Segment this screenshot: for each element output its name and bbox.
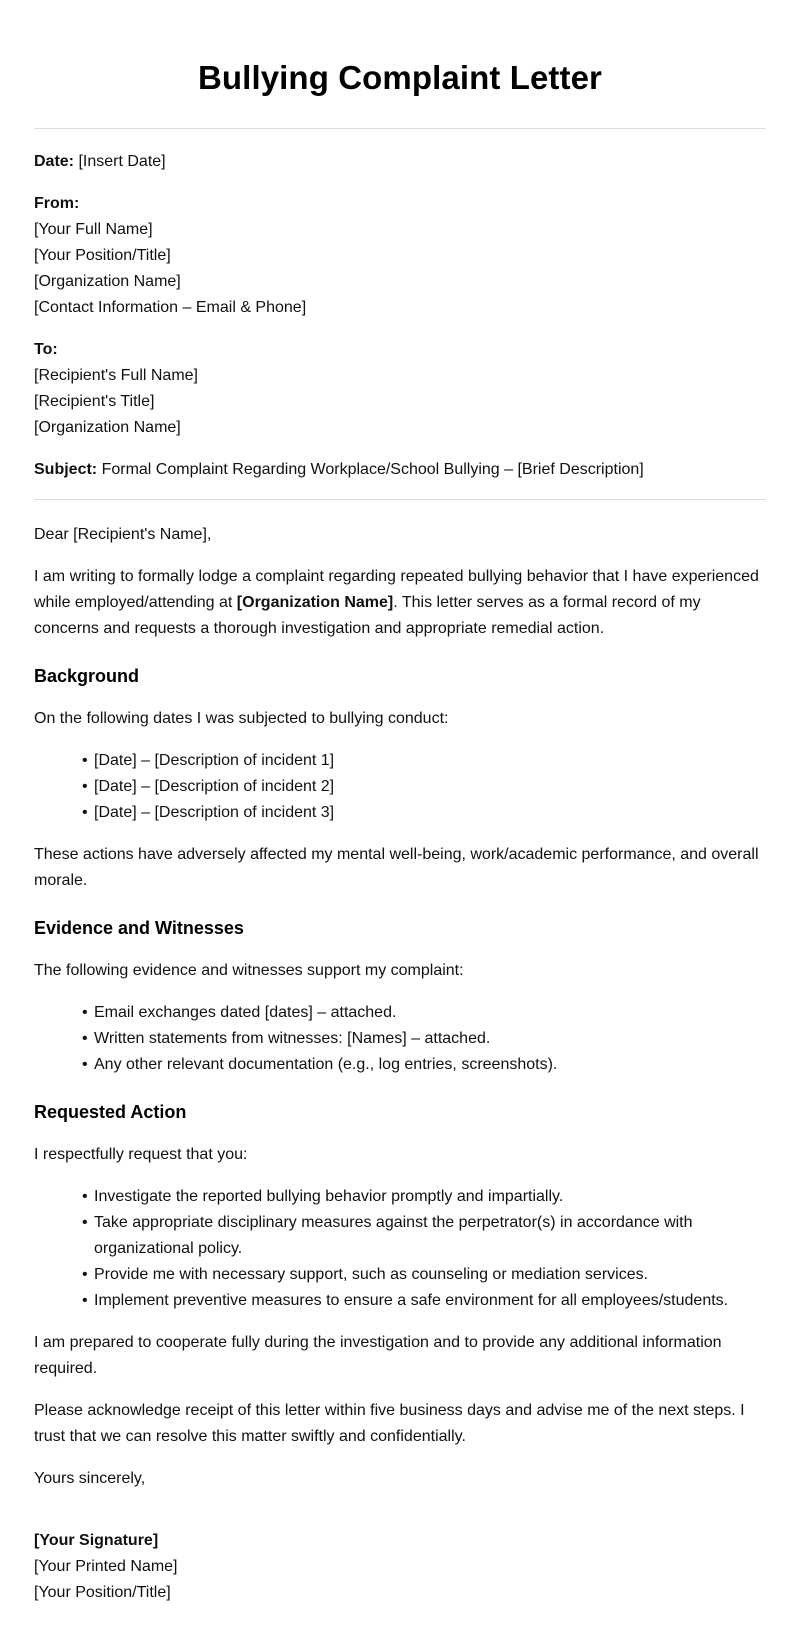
impact-paragraph: These actions have adversely affected my mental well-being, work/academic performance, and overall morale.	[34, 846, 759, 889]
date-line	[34, 149, 766, 175]
list-item	[82, 1288, 766, 1314]
list-item-text: Written statements from witnesses: [Names] – attached.	[94, 1030, 491, 1047]
background-heading: Background	[34, 666, 140, 686]
list-item	[82, 1052, 766, 1078]
subject-value: Formal Complaint Regarding Workplace/School Bullying – [Brief Description]	[101, 461, 644, 478]
list-item-text: Implement preventive measures to ensure a safe environment for all employees/students.	[94, 1292, 729, 1309]
bullet: •	[82, 752, 88, 769]
to-name: [Recipient's Full Name]	[34, 367, 198, 384]
list-item-text: Take appropriate disciplinary measures against the perpetrator(s) in accordance with organizational policy.	[94, 1214, 693, 1257]
list-item	[82, 774, 766, 800]
incident-list	[34, 748, 766, 826]
from-organization: [Organization Name]	[34, 273, 181, 290]
evidence-lead: The following evidence and witnesses support my complaint:	[34, 962, 464, 979]
date-label: Date:	[34, 153, 75, 170]
bullet: •	[82, 1188, 88, 1205]
from-contact: [Contact Information – Email & Phone]	[34, 299, 307, 316]
list-item	[82, 1000, 766, 1026]
list-item-text: [Date] – [Description of incident 2]	[94, 778, 335, 795]
subject-line	[34, 457, 766, 483]
list-item-text: Provide me with necessary support, such as counseling or mediation services.	[94, 1266, 649, 1283]
requested-action-list	[34, 1184, 766, 1314]
from-label: From:	[34, 195, 80, 212]
acknowledge-paragraph: Please acknowledge receipt of this letter within five business days and advise me of the next steps. I trust that we can resolve this matter swiftly and confidentially.	[34, 1402, 745, 1445]
page-title: Bullying Complaint Letter	[197, 59, 602, 96]
bullet: •	[82, 1030, 88, 1047]
to-label: To:	[34, 341, 58, 358]
list-item	[82, 800, 766, 826]
intro-text-before: I am writing to formally lodge a complaint regarding repeated bullying behavior that I have experienced while employed/attending at	[34, 568, 759, 611]
date-value: [Insert Date]	[78, 153, 166, 170]
subject-label: Subject:	[34, 461, 98, 478]
list-item-text: [Date] – [Description of incident 3]	[94, 804, 335, 821]
requested-action-lead: I respectfully request that you:	[34, 1146, 248, 1163]
list-item	[82, 1026, 766, 1052]
list-item	[82, 1262, 766, 1288]
bullet: •	[82, 804, 88, 821]
list-item	[82, 1210, 766, 1262]
bullet: •	[82, 778, 88, 795]
bullet: •	[82, 1056, 88, 1073]
signature-block	[34, 1528, 766, 1606]
bullet: •	[82, 1292, 88, 1309]
printed-name: [Your Printed Name]	[34, 1558, 178, 1575]
from-block	[34, 191, 766, 321]
closing: Yours sincerely,	[34, 1470, 146, 1487]
background-lead: On the following dates I was subjected to bullying conduct:	[34, 710, 449, 727]
bullet: •	[82, 1266, 88, 1283]
list-item-text: Any other relevant documentation (e.g., log entries, screenshots).	[94, 1056, 558, 1073]
signature-position: [Your Position/Title]	[34, 1584, 171, 1601]
list-item	[82, 748, 766, 774]
to-title: [Recipient's Title]	[34, 393, 155, 410]
from-position: [Your Position/Title]	[34, 247, 171, 264]
requested-action-heading: Requested Action	[34, 1102, 187, 1122]
bullet: •	[82, 1214, 88, 1231]
greeting: Dear [Recipient's Name],	[34, 526, 212, 543]
header-divider	[34, 128, 766, 129]
intro-organization: [Organization Name]	[236, 594, 394, 611]
from-name: [Your Full Name]	[34, 221, 153, 238]
evidence-heading: Evidence and Witnesses	[34, 918, 244, 938]
list-item-text: Email exchanges dated [dates] – attached.	[94, 1004, 397, 1021]
list-item	[82, 1184, 766, 1210]
to-organization: [Organization Name]	[34, 419, 181, 436]
to-block	[34, 337, 766, 441]
subject-divider	[34, 499, 766, 500]
intro-text-after: . This letter serves as a formal record of my concerns and requests a thorough investigation and appropriate remedial action.	[34, 594, 701, 637]
evidence-list	[34, 1000, 766, 1078]
signature: [Your Signature]	[34, 1532, 159, 1549]
list-item-text: [Date] – [Description of incident 1]	[94, 752, 335, 769]
intro-paragraph	[34, 564, 766, 642]
bullet: •	[82, 1004, 88, 1021]
list-item-text: Investigate the reported bullying behavior promptly and impartially.	[94, 1188, 564, 1205]
cooperate-paragraph: I am prepared to cooperate fully during the investigation and to provide any additional information required.	[34, 1334, 722, 1377]
